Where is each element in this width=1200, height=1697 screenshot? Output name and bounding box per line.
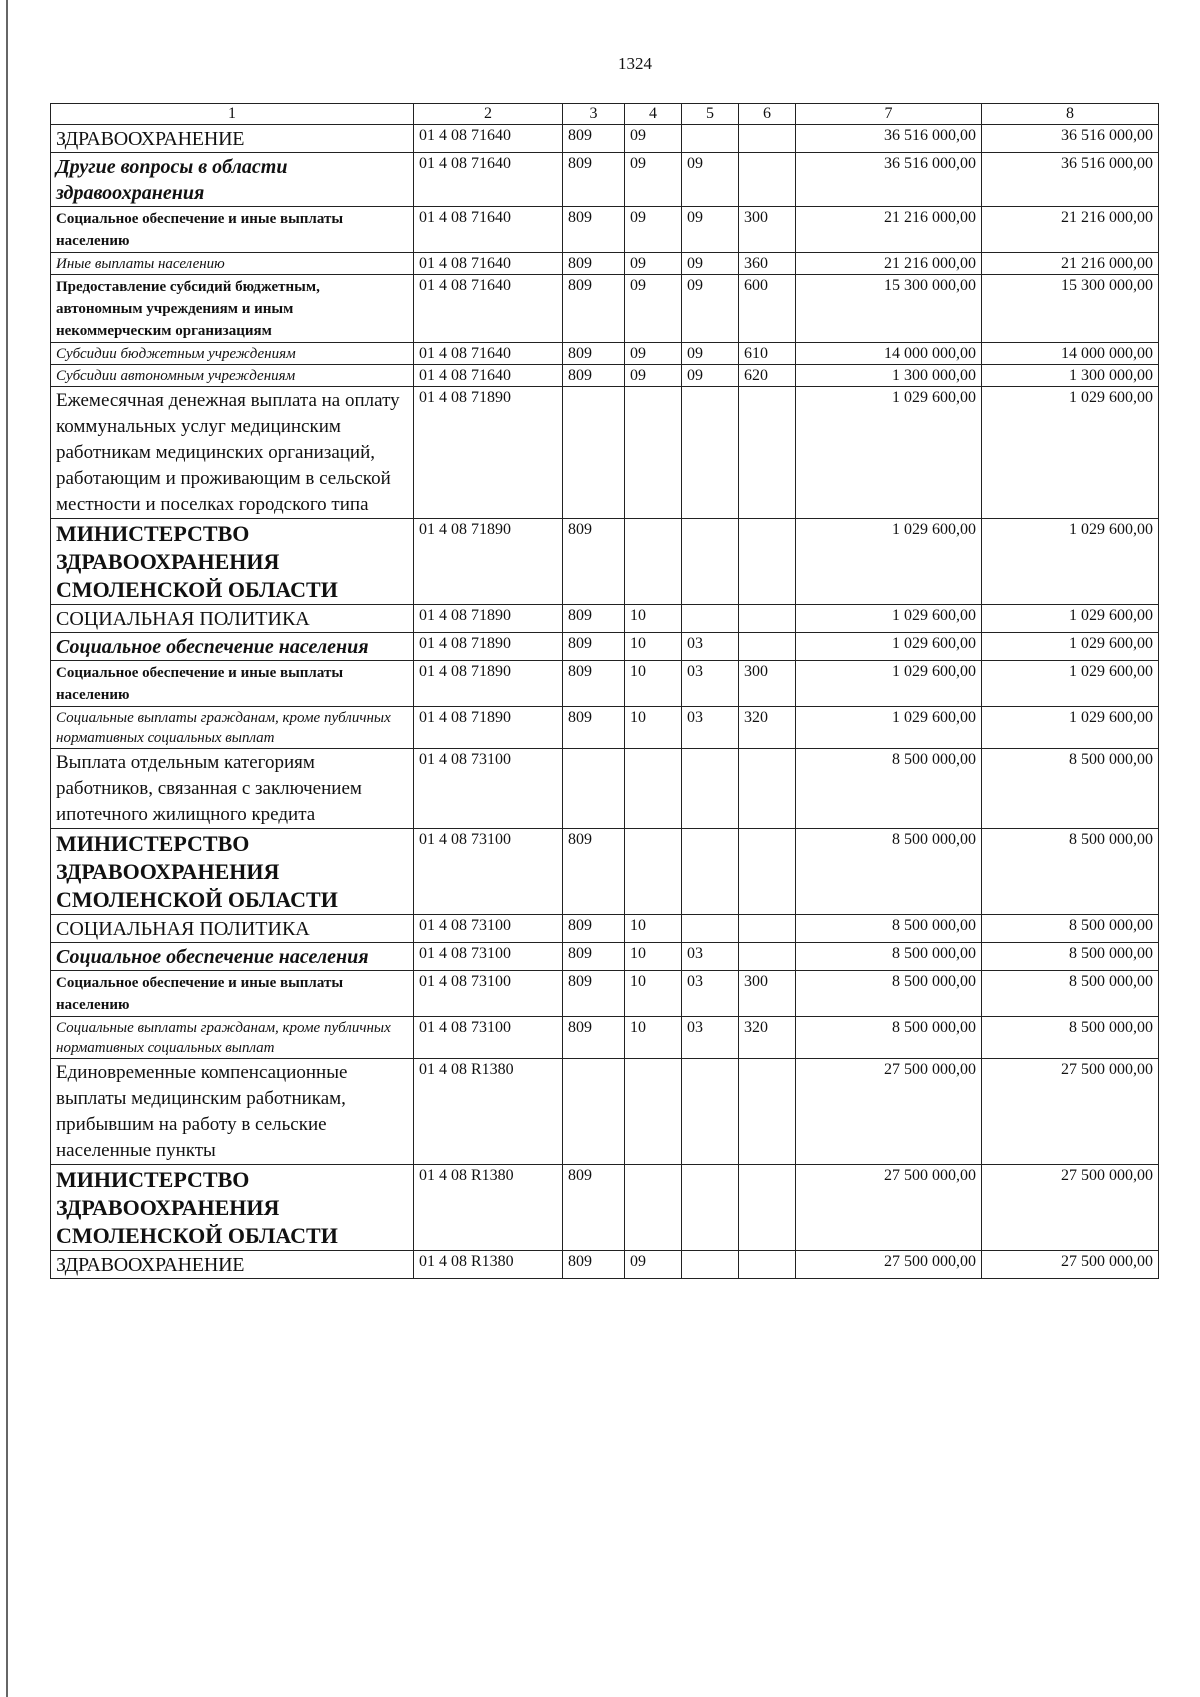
subsection-code-cell: [682, 915, 739, 943]
row-label: Социальное обеспечение и иные выплаты населению: [51, 207, 414, 253]
subsection-code-cell: 09: [682, 253, 739, 275]
section-code-cell: 09: [625, 365, 682, 387]
section-code-cell: 10: [625, 605, 682, 633]
expense-type-cell: 300: [739, 971, 796, 1017]
column-header: 1: [51, 104, 414, 125]
subsection-code-cell: 03: [682, 707, 739, 749]
section-code-cell: 09: [625, 153, 682, 207]
subsection-code-cell: 03: [682, 1017, 739, 1059]
section-code-cell: [625, 829, 682, 915]
amount-cell-year1: 27 500 000,00: [796, 1251, 982, 1279]
section-code-cell: 10: [625, 943, 682, 971]
ministry-code-cell: [563, 749, 625, 829]
ministry-code-cell: 809: [563, 829, 625, 915]
subsection-code-cell: 09: [682, 343, 739, 365]
section-code-cell: [625, 1165, 682, 1251]
row-label: СОЦИАЛЬНАЯ ПОЛИТИКА: [51, 915, 414, 943]
expense-type-cell: [739, 749, 796, 829]
amount-cell-year2: 1 029 600,00: [982, 605, 1159, 633]
section-code-cell: [625, 519, 682, 605]
target-code-cell: 01 4 08 71640: [414, 125, 563, 153]
amount-cell-year2: 1 300 000,00: [982, 365, 1159, 387]
amount-cell-year1: 1 029 600,00: [796, 633, 982, 661]
section-code-cell: 10: [625, 1017, 682, 1059]
subsection-code-cell: [682, 1251, 739, 1279]
amount-cell-year2: 8 500 000,00: [982, 915, 1159, 943]
table-row: [51, 343, 1159, 365]
amount-cell-year2: 8 500 000,00: [982, 943, 1159, 971]
target-code-cell: 01 4 08 71890: [414, 605, 563, 633]
subsection-code-cell: [682, 1059, 739, 1165]
section-code-cell: [625, 1059, 682, 1165]
subsection-code-cell: [682, 829, 739, 915]
table-row: [51, 971, 1159, 1017]
column-header: 8: [982, 104, 1159, 125]
table-row: [51, 125, 1159, 153]
target-code-cell: 01 4 08 73100: [414, 943, 563, 971]
expense-type-cell: [739, 1251, 796, 1279]
amount-cell-year1: 21 216 000,00: [796, 253, 982, 275]
ministry-code-cell: 809: [563, 915, 625, 943]
table-row: [51, 387, 1159, 519]
target-code-cell: 01 4 08 73100: [414, 1017, 563, 1059]
row-label: Субсидии автономным учреждениям: [51, 365, 414, 387]
table-row: [51, 1251, 1159, 1279]
amount-cell-year2: 27 500 000,00: [982, 1165, 1159, 1251]
amount-cell-year1: 21 216 000,00: [796, 207, 982, 253]
subsection-code-cell: [682, 749, 739, 829]
table-row: [51, 1165, 1159, 1251]
amount-cell-year1: 8 500 000,00: [796, 829, 982, 915]
amount-cell-year1: 1 029 600,00: [796, 605, 982, 633]
table-row: [51, 153, 1159, 207]
table-row: [51, 829, 1159, 915]
row-label: СОЦИАЛЬНАЯ ПОЛИТИКА: [51, 605, 414, 633]
amount-cell-year2: 1 029 600,00: [982, 519, 1159, 605]
amount-cell-year2: 1 029 600,00: [982, 633, 1159, 661]
table-row: [51, 519, 1159, 605]
target-code-cell: 01 4 08 71640: [414, 207, 563, 253]
subsection-code-cell: 09: [682, 153, 739, 207]
section-code-cell: 09: [625, 125, 682, 153]
row-label: Социальное обеспечение населения: [51, 943, 414, 971]
expense-type-cell: [739, 633, 796, 661]
ministry-code-cell: 809: [563, 1165, 625, 1251]
row-label: Социальное обеспечение и иные выплаты населению: [51, 971, 414, 1017]
subsection-code-cell: 03: [682, 661, 739, 707]
row-label: Социальное обеспечение и иные выплаты населению: [51, 661, 414, 707]
row-label: Субсидии бюджетным учреждениям: [51, 343, 414, 365]
target-code-cell: 01 4 08 71640: [414, 153, 563, 207]
target-code-cell: 01 4 08 71890: [414, 387, 563, 519]
section-code-cell: 10: [625, 633, 682, 661]
table-row: [51, 1059, 1159, 1165]
target-code-cell: 01 4 08 73100: [414, 971, 563, 1017]
table-row: [51, 1017, 1159, 1059]
ministry-code-cell: 809: [563, 125, 625, 153]
column-header: 2: [414, 104, 563, 125]
ministry-code-cell: 809: [563, 633, 625, 661]
expense-type-cell: [739, 387, 796, 519]
column-header: 5: [682, 104, 739, 125]
ministry-code-cell: 809: [563, 519, 625, 605]
section-code-cell: 10: [625, 915, 682, 943]
amount-cell-year1: 1 029 600,00: [796, 707, 982, 749]
table-row: [51, 365, 1159, 387]
ministry-code-cell: 809: [563, 365, 625, 387]
expense-type-cell: 360: [739, 253, 796, 275]
amount-cell-year1: 1 029 600,00: [796, 387, 982, 519]
expense-type-cell: 600: [739, 275, 796, 343]
target-code-cell: 01 4 08 71640: [414, 343, 563, 365]
amount-cell-year1: 36 516 000,00: [796, 153, 982, 207]
target-code-cell: 01 4 08 73100: [414, 829, 563, 915]
column-header: 3: [563, 104, 625, 125]
subsection-code-cell: [682, 605, 739, 633]
amount-cell-year1: 8 500 000,00: [796, 971, 982, 1017]
row-label: Социальные выплаты гражданам, кроме публичных нормативных социальных выплат: [51, 1017, 414, 1059]
table-row: [51, 253, 1159, 275]
target-code-cell: 01 4 08 71890: [414, 519, 563, 605]
subsection-code-cell: 03: [682, 971, 739, 1017]
target-code-cell: 01 4 08 73100: [414, 915, 563, 943]
target-code-cell: 01 4 08 71640: [414, 275, 563, 343]
section-code-cell: 09: [625, 343, 682, 365]
section-code-cell: 09: [625, 207, 682, 253]
target-code-cell: 01 4 08 R1380: [414, 1165, 563, 1251]
expense-type-cell: [739, 829, 796, 915]
row-label: Социальные выплаты гражданам, кроме публичных нормативных социальных выплат: [51, 707, 414, 749]
amount-cell-year2: 8 500 000,00: [982, 971, 1159, 1017]
table-row: [51, 605, 1159, 633]
table-row: [51, 661, 1159, 707]
target-code-cell: 01 4 08 71890: [414, 633, 563, 661]
section-code-cell: [625, 749, 682, 829]
amount-cell-year2: 1 029 600,00: [982, 661, 1159, 707]
expense-type-cell: [739, 1059, 796, 1165]
amount-cell-year1: 1 300 000,00: [796, 365, 982, 387]
row-label: ЗДРАВООХРАНЕНИЕ: [51, 1251, 414, 1279]
row-label: Иные выплаты населению: [51, 253, 414, 275]
expense-type-cell: 320: [739, 1017, 796, 1059]
ministry-code-cell: 809: [563, 253, 625, 275]
page-number: 1324: [618, 54, 652, 73]
amount-cell-year2: 14 000 000,00: [982, 343, 1159, 365]
target-code-cell: 01 4 08 71890: [414, 707, 563, 749]
amount-cell-year2: 21 216 000,00: [982, 253, 1159, 275]
section-code-cell: [625, 387, 682, 519]
amount-cell-year2: 15 300 000,00: [982, 275, 1159, 343]
amount-cell-year2: 8 500 000,00: [982, 1017, 1159, 1059]
target-code-cell: 01 4 08 R1380: [414, 1251, 563, 1279]
subsection-code-cell: [682, 387, 739, 519]
table-header-row: [51, 104, 1159, 125]
subsection-code-cell: 03: [682, 943, 739, 971]
expense-type-cell: 620: [739, 365, 796, 387]
table-row: [51, 915, 1159, 943]
row-label: Выплата отдельным категориям работников, связанная с заключением ипотечного жилищного кредита: [51, 749, 414, 829]
ministry-code-cell: 809: [563, 1017, 625, 1059]
ministry-code-cell: 809: [563, 943, 625, 971]
expense-type-cell: [739, 1165, 796, 1251]
section-code-cell: 09: [625, 253, 682, 275]
amount-cell-year2: 1 029 600,00: [982, 387, 1159, 519]
expense-type-cell: [739, 605, 796, 633]
amount-cell-year2: 21 216 000,00: [982, 207, 1159, 253]
ministry-code-cell: 809: [563, 707, 625, 749]
amount-cell-year2: 36 516 000,00: [982, 125, 1159, 153]
expense-type-cell: 610: [739, 343, 796, 365]
section-code-cell: 10: [625, 707, 682, 749]
column-header: 4: [625, 104, 682, 125]
ministry-code-cell: 809: [563, 605, 625, 633]
expense-type-cell: 300: [739, 661, 796, 707]
subsection-code-cell: 09: [682, 207, 739, 253]
amount-cell-year1: 27 500 000,00: [796, 1165, 982, 1251]
amount-cell-year2: 27 500 000,00: [982, 1251, 1159, 1279]
table-row: [51, 943, 1159, 971]
amount-cell-year2: 27 500 000,00: [982, 1059, 1159, 1165]
subsection-code-cell: 09: [682, 275, 739, 343]
ministry-code-cell: 809: [563, 207, 625, 253]
subsection-code-cell: [682, 519, 739, 605]
budget-table: [50, 103, 1159, 1279]
subsection-code-cell: 09: [682, 365, 739, 387]
row-label: Единовременные компенсационные выплаты медицинским работникам, прибывшим на работу в сельские населенные пункты: [51, 1059, 414, 1165]
section-code-cell: 09: [625, 275, 682, 343]
table-row: [51, 275, 1159, 343]
amount-cell-year2: 1 029 600,00: [982, 707, 1159, 749]
subsection-code-cell: [682, 125, 739, 153]
subsection-code-cell: [682, 1165, 739, 1251]
subsection-code-cell: 03: [682, 633, 739, 661]
ministry-code-cell: 809: [563, 153, 625, 207]
expense-type-cell: [739, 915, 796, 943]
expense-type-cell: [739, 125, 796, 153]
row-label: Другие вопросы в области здравоохранения: [51, 153, 414, 207]
amount-cell-year1: 36 516 000,00: [796, 125, 982, 153]
ministry-code-cell: [563, 387, 625, 519]
ministry-code-cell: 809: [563, 1251, 625, 1279]
amount-cell-year1: 8 500 000,00: [796, 1017, 982, 1059]
section-code-cell: 10: [625, 661, 682, 707]
row-label: Социальное обеспечение населения: [51, 633, 414, 661]
expense-type-cell: [739, 943, 796, 971]
target-code-cell: 01 4 08 73100: [414, 749, 563, 829]
expense-type-cell: [739, 519, 796, 605]
section-code-cell: 09: [625, 1251, 682, 1279]
ministry-code-cell: 809: [563, 275, 625, 343]
amount-cell-year1: 8 500 000,00: [796, 749, 982, 829]
amount-cell-year2: 8 500 000,00: [982, 749, 1159, 829]
amount-cell-year1: 8 500 000,00: [796, 915, 982, 943]
table-row: [51, 749, 1159, 829]
target-code-cell: 01 4 08 71640: [414, 365, 563, 387]
amount-cell-year1: 1 029 600,00: [796, 661, 982, 707]
amount-cell-year1: 1 029 600,00: [796, 519, 982, 605]
column-header: 6: [739, 104, 796, 125]
section-code-cell: 10: [625, 971, 682, 1017]
row-label: Предоставление субсидий бюджетным, автономным учреждениям и иным некоммерческим организациям: [51, 275, 414, 343]
scan-edge-line: [6, 0, 8, 1697]
row-label: МИНИСТЕРСТВО ЗДРАВООХРАНЕНИЯ СМОЛЕНСКОЙ ОБЛАСТИ: [51, 829, 414, 915]
row-label: МИНИСТЕРСТВО ЗДРАВООХРАНЕНИЯ СМОЛЕНСКОЙ ОБЛАСТИ: [51, 1165, 414, 1251]
ministry-code-cell: 809: [563, 971, 625, 1017]
amount-cell-year1: 27 500 000,00: [796, 1059, 982, 1165]
expense-type-cell: 320: [739, 707, 796, 749]
table-row: [51, 707, 1159, 749]
table-row: [51, 633, 1159, 661]
table-row: [51, 207, 1159, 253]
ministry-code-cell: 809: [563, 661, 625, 707]
amount-cell-year1: 8 500 000,00: [796, 943, 982, 971]
column-header: 7: [796, 104, 982, 125]
amount-cell-year1: 14 000 000,00: [796, 343, 982, 365]
row-label: МИНИСТЕРСТВО ЗДРАВООХРАНЕНИЯ СМОЛЕНСКОЙ ОБЛАСТИ: [51, 519, 414, 605]
target-code-cell: 01 4 08 71890: [414, 661, 563, 707]
ministry-code-cell: [563, 1059, 625, 1165]
expense-type-cell: [739, 153, 796, 207]
amount-cell-year1: 15 300 000,00: [796, 275, 982, 343]
row-label: ЗДРАВООХРАНЕНИЕ: [51, 125, 414, 153]
target-code-cell: 01 4 08 R1380: [414, 1059, 563, 1165]
amount-cell-year2: 36 516 000,00: [982, 153, 1159, 207]
amount-cell-year2: 8 500 000,00: [982, 829, 1159, 915]
ministry-code-cell: 809: [563, 343, 625, 365]
row-label: Ежемесячная денежная выплата на оплату коммунальных услуг медицинским работникам медицинских организаций, работающим и проживающим в сельской местности и поселках городского типа: [51, 387, 414, 519]
expense-type-cell: 300: [739, 207, 796, 253]
target-code-cell: 01 4 08 71640: [414, 253, 563, 275]
